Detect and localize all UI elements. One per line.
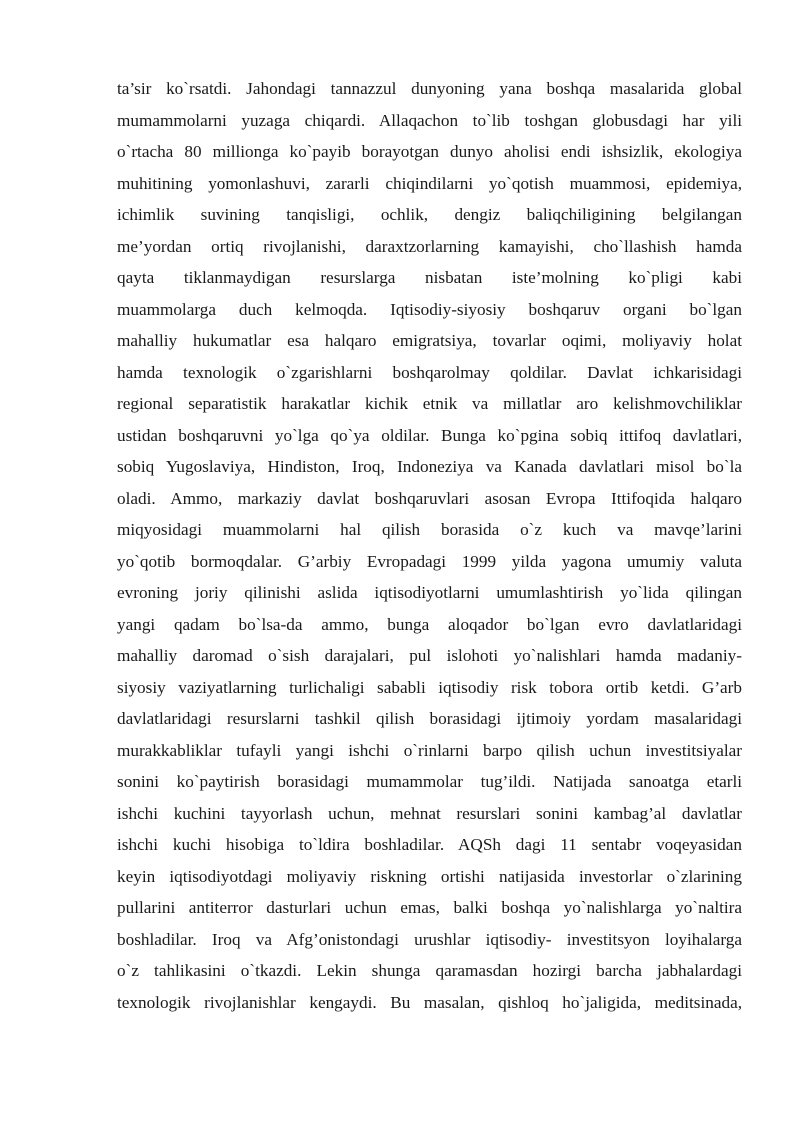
text-line: o`z tahlikasini o`tkazdi. Lekin shunga qaramasdan hozirgi barcha jabhalardagi (117, 961, 742, 980)
text-line: oladi. Ammo, markaziy davlat boshqaruvlari asosan Evropa Ittifoqida halqaro (117, 488, 742, 508)
text-line: mahalliy daromad o`sish darajalari, pul islohoti yo`nalishlari hamda madaniy- (117, 646, 742, 665)
text-line: miqyosidagi muammolarni hal qilish borasida o`z kuch va mavqe’larini (117, 520, 742, 539)
text-line: o`rtacha 80 millionga ko`payib borayotgan dunyo aholisi endi ishsizlik, ekologiya (117, 142, 742, 161)
text-line: hamda texnologik o`zgarishlarni boshqarolmay qoldilar. Davlat ichkarisidagi (117, 362, 742, 382)
text-line: me’yordan ortiq rivojlanishi, daraxtzorlarning kamayishi, cho`llashish hamda (117, 236, 742, 256)
text-line: ichimlik suvining tanqisligi, ochlik, dengiz baliqchiligining belgilangan (117, 205, 742, 224)
text-line: muhitining yomonlashuvi, zararli chiqindilarni yo`qotish muammosi, epidemiya, (117, 173, 742, 193)
text-line: evroning joriy qilinishi aslida iqtisodiyotlarni umumlashtirish yo`lida qilingan (117, 583, 742, 602)
text-line: muammolarga duch kelmoqda. Iqtisodiy-siyosiy boshqaruv organi bo`lgan (117, 299, 742, 319)
text-line: sobiq Yugoslaviya, Hindiston, Iroq, Indoneziya va Kanada davlatlari misol bo`la (117, 457, 742, 476)
text-line: mumammolarni yuzaga chiqardi. Allaqachon to`lib toshgan globusdagi har yili (117, 110, 742, 130)
text-line: siyosiy vaziyatlarning turlichaligi sababli iqtisodiy risk tobora ortib ketdi. G’arb (117, 677, 742, 697)
text-line: davlatlaridagi resurslarni tashkil qilish borasidagi ijtimoiy yordam masalaridagi (117, 709, 742, 728)
text-line: ustidan boshqaruvni yo`lga qo`ya oldilar. Bunga ko`pgina sobiq ittifoq davlatlari, (117, 425, 742, 445)
text-line: yo`qotib bormoqdalar. G’arbiy Evropadagi 1999 yilda yagona umumiy valuta (117, 551, 742, 571)
text-line: keyin iqtisodiyotdagi moliyaviy riskning ortishi natijasida investorlar o`zlarining (117, 866, 742, 886)
text-line: ishchi kuchi hisobiga to`ldira boshladilar. AQSh dagi 11 sentabr voqeyasidan (117, 835, 742, 854)
text-line: murakkabliklar tufayli yangi ishchi o`rinlarni barpo qilish uchun investitsiyalar (117, 740, 742, 760)
text-line: sonini ko`paytirish borasidagi mumammolar tug’ildi. Natijada sanoatga etarli (117, 772, 742, 791)
text-line: ta’sir ko`rsatdi. Jahondagi tannazzul dunyoning yana boshqa masalarida global (117, 79, 742, 98)
text-line: pullarini antiterror dasturlari uchun emas, balki boshqa yo`nalishlarga yo`naltira (117, 898, 742, 917)
text-line: texnologik rivojlanishlar kengaydi. Bu masalan, qishloq ho`jaligida, meditsinada, (117, 992, 742, 1012)
text-line: qayta tiklanmaydigan resurslarga nisbatan iste’molning ko`pligi kabi (117, 268, 742, 287)
text-line: mahalliy hukumatlar esa halqaro emigratsiya, tovarlar oqimi, moliyaviy holat (117, 331, 742, 350)
text-line: regional separatistik harakatlar kichik etnik va millatlar aro kelishmovchiliklar (117, 394, 742, 413)
text-line: boshladilar. Iroq va Afg’onistondagi urushlar iqtisodiy- investitsyon loyihalarga (117, 929, 742, 949)
text-line: ishchi kuchini tayyorlash uchun, mehnat resurslari sonini kambag’al davlatlar (117, 803, 742, 823)
body-paragraph (117, 73, 742, 1018)
text-line: yangi qadam bo`lsa-da ammo, bunga aloqador bo`lgan evro davlatlaridagi (117, 614, 742, 634)
